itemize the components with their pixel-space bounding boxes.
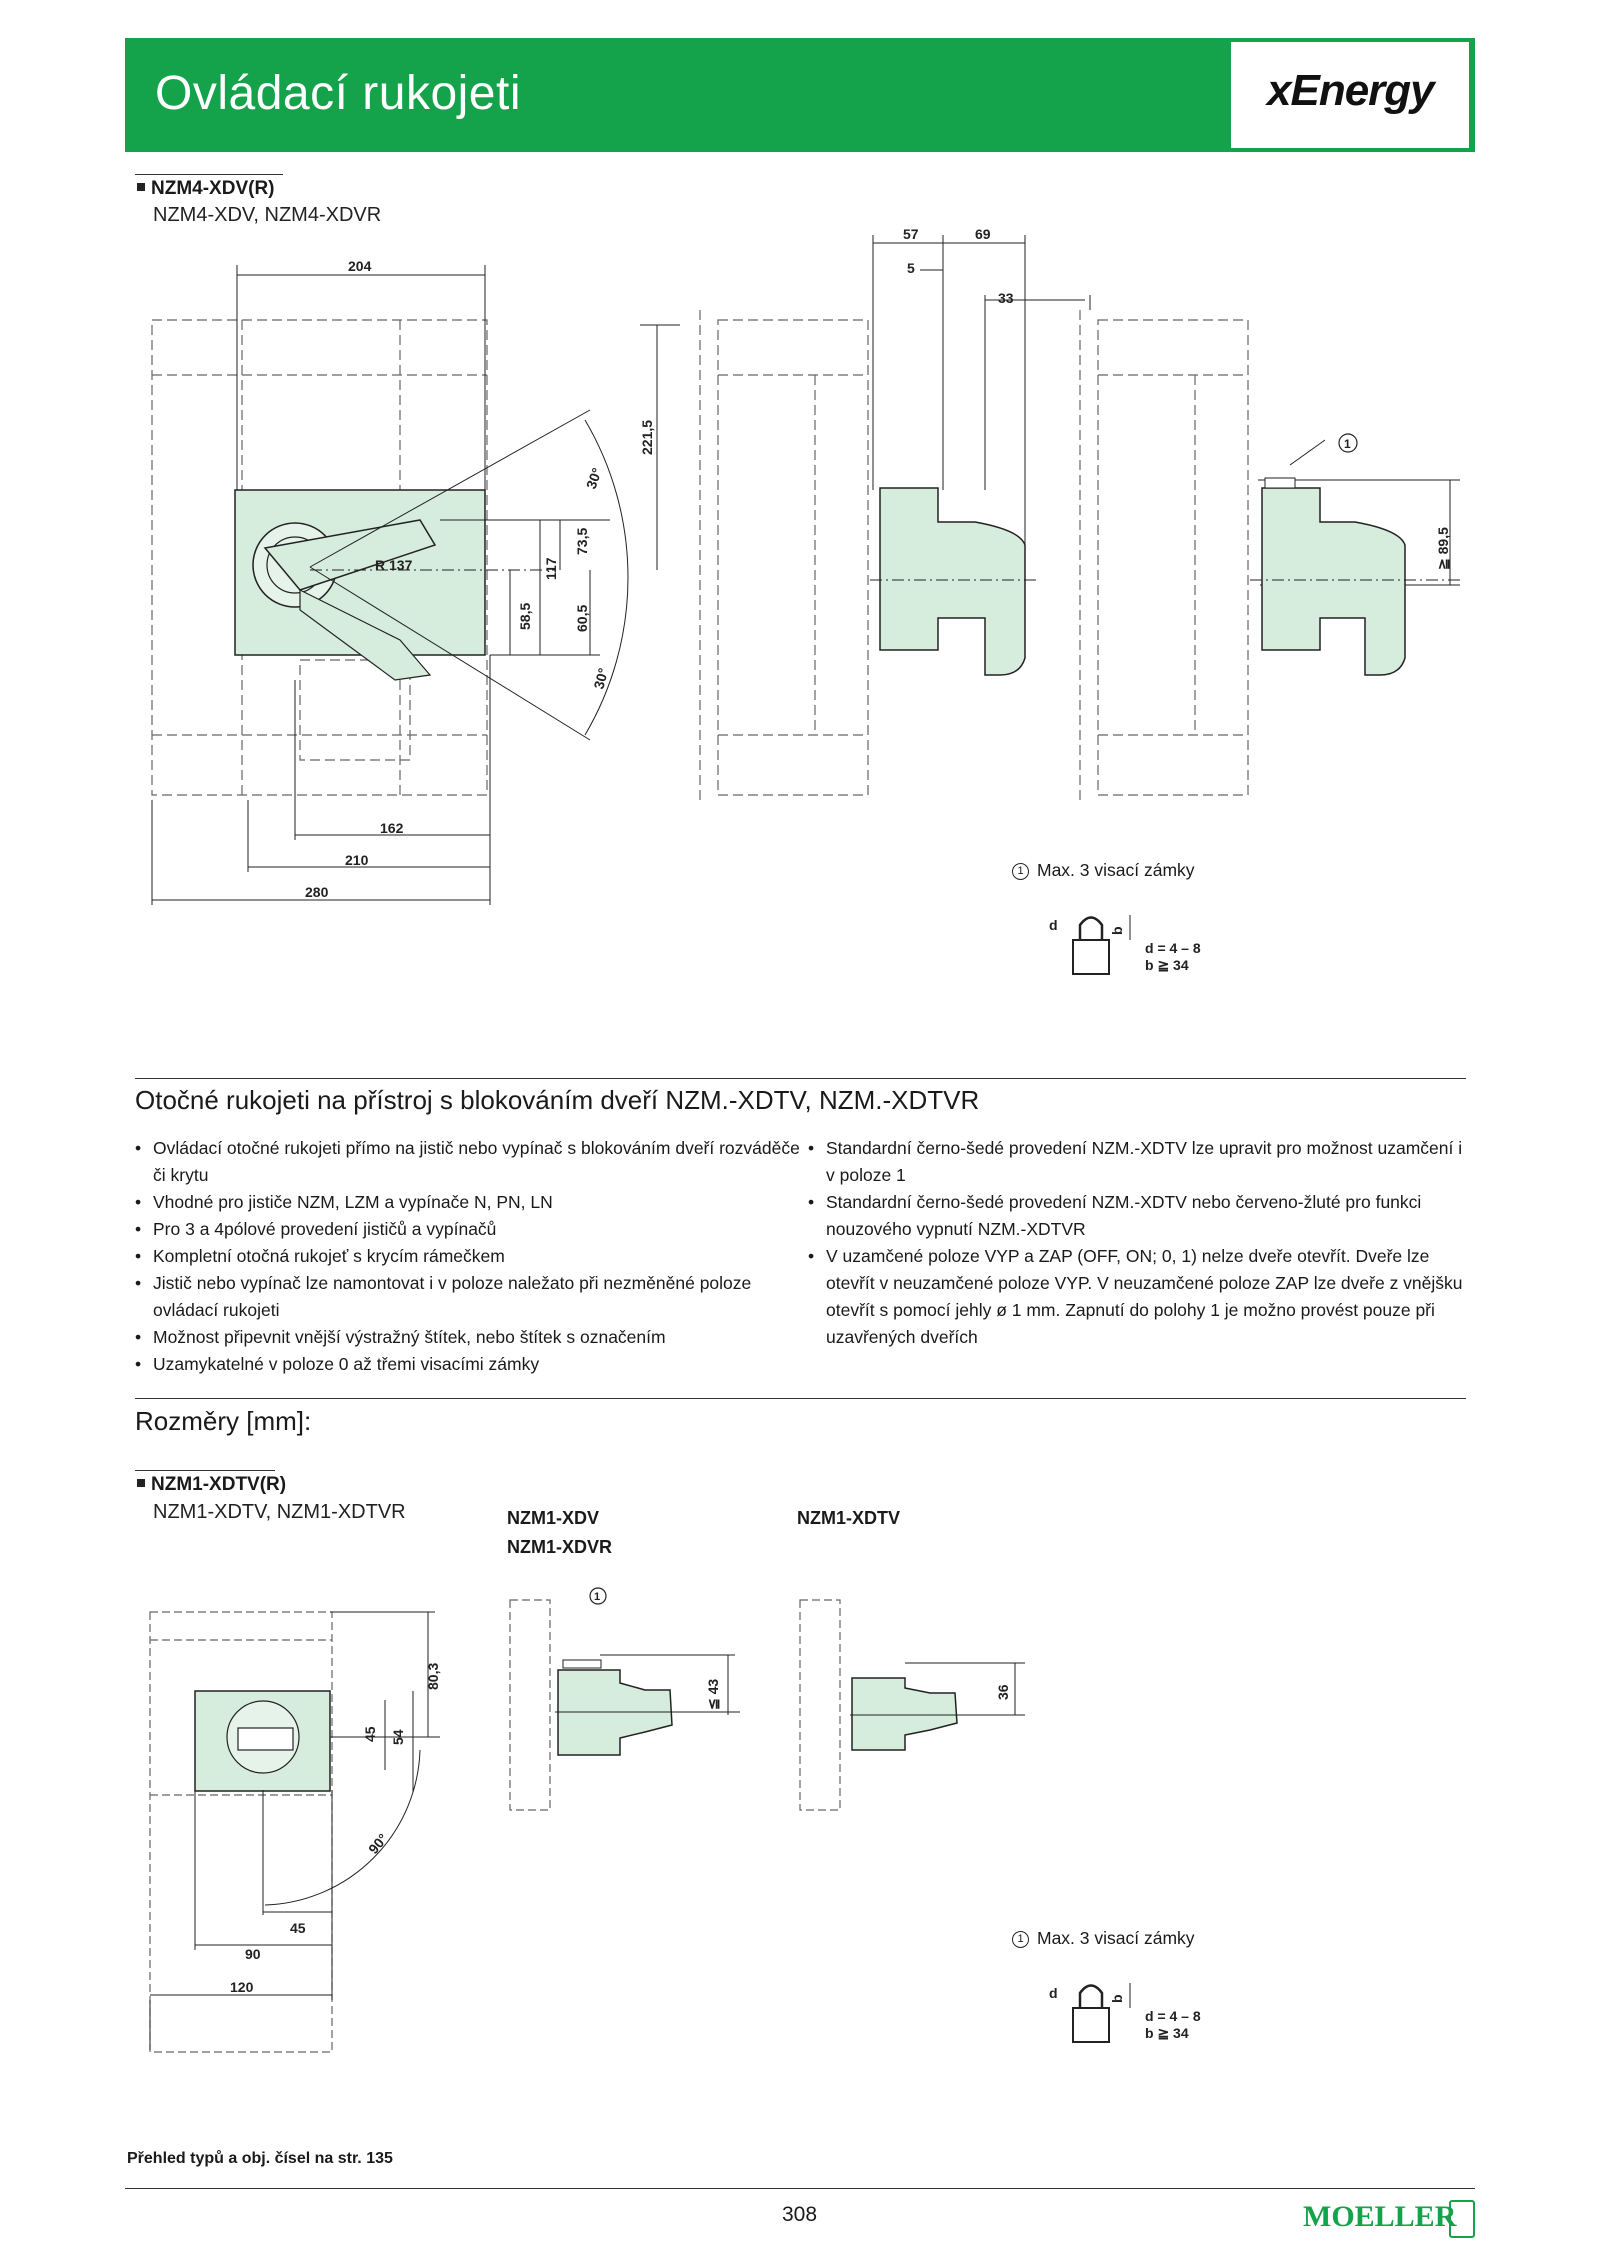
dim-90-deg: 90° <box>365 1830 391 1857</box>
dim-60-5: 60,5 <box>574 604 590 632</box>
padlock-d-label: d <box>1049 1985 1058 2001</box>
padlock-b-label: b <box>1109 926 1125 935</box>
list-item: • Kompletní otočná rukojeť s krycím rámečkem <box>135 1243 805 1270</box>
dim-45-h: 45 <box>362 1726 378 1742</box>
dim-204: 204 <box>348 258 372 274</box>
marker-circle-icon: 1 <box>1012 863 1029 880</box>
dim-120: 120 <box>230 1979 254 1995</box>
dim-73-5: 73,5 <box>574 527 590 555</box>
dim-162: 162 <box>380 820 404 836</box>
dim-36: 36 <box>995 1684 1011 1700</box>
list-item: • Uzamykatelné v poloze 0 až třemi visacími zámky <box>135 1351 805 1378</box>
dim-33: 33 <box>998 290 1014 306</box>
padlock-d-range: d = 4 – 8 <box>1145 2008 1201 2024</box>
section-divider <box>135 1398 1466 1399</box>
list-item: • Ovládací otočné rukojeti přímo na jistič nebo vypínač s blokováním dveří rozváděče či krytu <box>135 1135 805 1189</box>
model-label-rule <box>135 1470 275 1471</box>
dim-54: 54 <box>390 1729 406 1745</box>
marker-1: 1 <box>594 1591 601 1603</box>
moeller-emblem-icon <box>1449 2200 1475 2238</box>
list-item: • Možnost připevnit vnější výstražný štítek, nebo štítek s označením <box>135 1324 805 1351</box>
caption-nzm1-xdtv: NZM1-XDTV <box>797 1508 900 1528</box>
dim-30-bottom: 30° <box>590 666 612 691</box>
page-number: 308 <box>782 2203 818 2226</box>
model-label-nzm1 <box>137 1474 286 1496</box>
padlock-b-range: b ≧ 34 <box>1145 957 1189 973</box>
model-name: NZM4-XDV(R) <box>151 178 275 199</box>
model-variants-nzm4: NZM4-XDV, NZM4-XDVR <box>153 204 382 226</box>
dim-5: 5 <box>907 260 915 276</box>
feature-list-left <box>135 1135 805 1378</box>
moeller-logo: MOELLER <box>1303 2200 1457 2233</box>
dim-210: 210 <box>345 852 369 868</box>
dim-221-5: 221,5 <box>639 419 655 455</box>
padlock-b-label: b <box>1109 1994 1125 2003</box>
dim-117: 117 <box>543 557 559 580</box>
padlock-note-2 <box>1012 1928 1195 1949</box>
dim-89-5: ≧ 89,5 <box>1435 527 1451 570</box>
nzm4-dimension-drawing <box>0 0 1600 1080</box>
feature-list-right <box>808 1135 1468 1351</box>
padlock-note-1 <box>1012 860 1195 881</box>
dim-58-5: 58,5 <box>517 602 533 630</box>
section-title-dimensions: Rozměry [mm]: <box>135 1406 312 1436</box>
section-title-features: Otočné rukojeti na přístroj s blokováním dveří NZM.-XDTV, NZM.-XDTVR <box>135 1085 980 1115</box>
dim-80-3: 80,3 <box>425 1662 441 1690</box>
marker-1: 1 <box>1344 437 1351 451</box>
model-name: NZM1-XDTV(R) <box>151 1474 287 1495</box>
list-item: • Standardní černo-šedé provedení NZM.-XDTV nebo červeno-žluté pro funkci nouzového vypnutí NZM.-XDTVR <box>808 1189 1468 1243</box>
note-text: Max. 3 visací zámky <box>1037 860 1195 880</box>
list-item: • Jistič nebo vypínač lze namontovat i v poloze naležato při nezměněné poloze ovládací rukojeti <box>135 1270 805 1324</box>
list-item: • Standardní černo-šedé provedení NZM.-XDTV lze upravit pro možnost uzamčení i v poloze 1 <box>808 1135 1468 1189</box>
padlock-d-label: d <box>1049 917 1058 933</box>
marker-circle-icon: 1 <box>1012 1931 1029 1948</box>
dim-r137: R 137 <box>375 557 413 573</box>
dim-45-w: 45 <box>290 1920 306 1936</box>
dim-90: 90 <box>245 1946 261 1962</box>
footer-divider <box>125 2188 1475 2189</box>
type-overview-reference: Přehled typů a obj. čísel na str. 135 <box>127 2150 393 2167</box>
dim-280: 280 <box>305 884 329 900</box>
bullet-square-icon <box>137 1479 145 1487</box>
section-divider <box>135 1078 1466 1079</box>
note-text: Max. 3 visací zámky <box>1037 1928 1195 1948</box>
model-variants-nzm1: NZM1-XDTV, NZM1-XDTVR <box>153 1501 406 1523</box>
dim-30-top: 30° <box>582 465 606 492</box>
list-item: • Pro 3 a 4pólové provedení jističů a vypínačů <box>135 1216 805 1243</box>
caption-nzm1-xdvr: NZM1-XDVR <box>507 1537 613 1557</box>
nzm1-dimension-drawing <box>0 1560 1600 2120</box>
padlock-b-range: b ≧ 34 <box>1145 2025 1189 2041</box>
page-title: Ovládací rukojeti <box>155 67 521 120</box>
dim-69: 69 <box>975 226 991 242</box>
dim-57: 57 <box>903 226 919 242</box>
dim-43: ≦ 43 <box>705 1678 721 1710</box>
xenergy-logo: xEnergy <box>1267 66 1434 115</box>
padlock-d-range: d = 4 – 8 <box>1145 940 1201 956</box>
list-item: • V uzamčené poloze VYP a ZAP (OFF, ON; 0, 1) nelze dveře otevřít. Dveře lze otevřít v neuzamčené poloze VYP. V neuzamčené poloze ZAP lze dveře z vnějšku otevřít s pomocí jehly ø 1 mm. Zapnutí do polohy 1 je možno provést pouze při uzavřených dveřích <box>808 1243 1468 1351</box>
list-item: • Vhodné pro jističe NZM, LZM a vypínače N, PN, LN <box>135 1189 805 1216</box>
caption-nzm1-xdv: NZM1-XDV <box>507 1508 600 1528</box>
